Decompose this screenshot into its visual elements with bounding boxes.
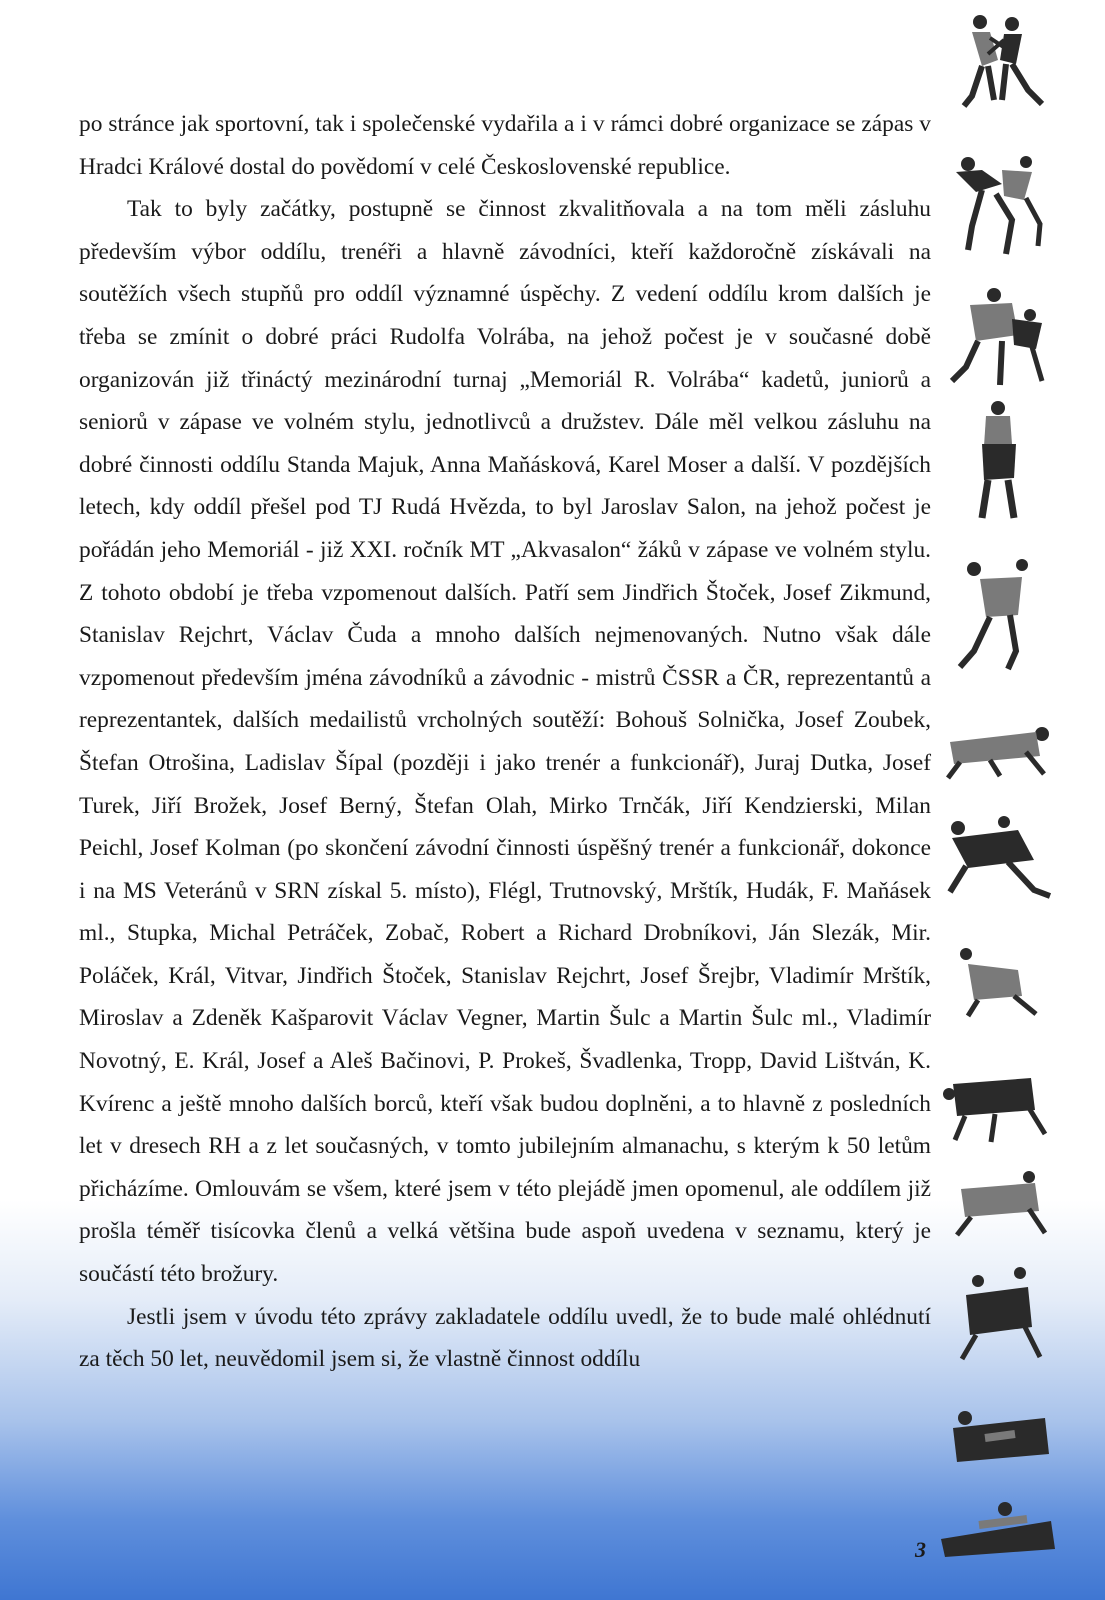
wrestlers-throw-icon xyxy=(942,150,1054,260)
paragraph: po stránce jak sportovní, tak i společenské vydařila a i v rámci dobré organizace se zápas v Hradci Králové dostal do povědomí v celé Československé republice. xyxy=(79,111,931,180)
wrestlers-crouch-icon xyxy=(935,1070,1047,1150)
wrestlers-pin-icon xyxy=(948,940,1060,1020)
wrestlers-standing-icon xyxy=(942,10,1054,110)
wrestlers-grapple-icon xyxy=(950,555,1062,675)
wrestlers-ground-icon xyxy=(940,712,1052,782)
wrestlers-bridge-icon xyxy=(935,1495,1047,1565)
paragraph: Jestli jsem v úvodu této zprávy zakladatele oddílu uvedl, že to bude malé ohlédnutí za těch 50 let, neuvědomil jsem si, že vlastně činnost oddílu xyxy=(79,1303,931,1373)
wrestlers-clinch-icon xyxy=(942,285,1054,390)
wrestlers-takedown-icon xyxy=(938,810,1050,900)
page-number: 3 xyxy=(915,1537,926,1562)
wrestlers-lift-icon xyxy=(960,400,1072,525)
paragraph: Tak to byly začátky, postupně se činnost zkvalitňovala a na tom měli zásluhu především výbor oddílu, trenéři a hlavně závodníci, kteří každoročně získávali na soutěžích všech stupňů pro oddíl významné úspěchy. Z vedení oddílu krom dalších je třeba se zmínit o dobré práci Rudolfa Volrába, na jehož počest je v současné době organizován již třináctý mezinárodní turnaj „Memoriál R. Volrába“ kadetů, juniorů a seniorů v zápase ve volném stylu, jednotlivců a družstev. Dále měl velkou zásluhu na dobré činnosti oddílu Standa Majuk, Anna Maňásková, Karel Moser a další. V pozdějších letech, kdy oddíl přešel pod TJ Rudá Hvězda, to byl Jaroslav Salon, na jehož počest je pořádán jeho Memoriál - již XXI. ročník MT „Akvasalon“ žáků v zápase ve volném stylu. Z tohoto období je třeba vzpomenout dalších. Patří sem Jindřich Štoček, Josef Zikmund, Stanislav Rejchrt, Václav Čuda a mnoho dalších nejmenovaných. Nutno však dále vzpomenout především jména závodníků a závodnic - mistrů ČSSR a ČR, reprezentantů a reprezentantek, dalších medailistů vrcholných soutěží: Bohouš Solnička, Josef Zoubek, Štefan Otrošina, Ladislav Šípal (později i jako trenér a funkcionář), Juraj Dutka, Josef Turek, Jiří Brožek, Josef Berný, Štefan Olah, Mirko Trnčák, Jiří Kendzierski, Milan Peichl, Josef Kolman (po skončení závodní činnosti úspěšný trenér a funkcionář, dokonce i na MS Veteránů v SRN získal 5. místo), Flégl, Trutnovský, Mrštík, Hudák, F. Maňásek ml., Stupka, Michal Petráček, Zobač, Robert a Richard Drobníkovi, Ján Slezák, Mir. Poláček, Král, Vitvar, Jindřich Štoček, Stanislav Rejchrt, Josef Šrejbr, Vladimír Mrštík, Miroslav a Zdeněk Kašparovit Václav Vegner, Martin Šulc a Martin Šulc ml., Vladimír Novotný, E. Král, Josef a Aleš Bačinovi, P. Prokeš, Švadlenka, Tropp, David Lištván, K. Kvírenc a ještě mnoho dalších borců, kteří však budou doplněni, a to hlavně z posledních let v dresech RH a z let současných, v tomto jubilejním almanachu, s kterým k 50 letům přicházíme. Omlouvám se všem, které jsem v této plejádě jmen opomenul, ale oddílem již prošla téměř tisícovka členů a velká většina bude aspoň uvedena v seznamu, který je součástí této brožury. xyxy=(79,196,931,1288)
wrestlers-mat-hold-icon xyxy=(945,1398,1057,1473)
article-body xyxy=(79,103,931,1381)
wrestlers-scramble-icon xyxy=(948,1265,1060,1365)
wrestlers-ground-hold-icon xyxy=(945,1165,1057,1240)
